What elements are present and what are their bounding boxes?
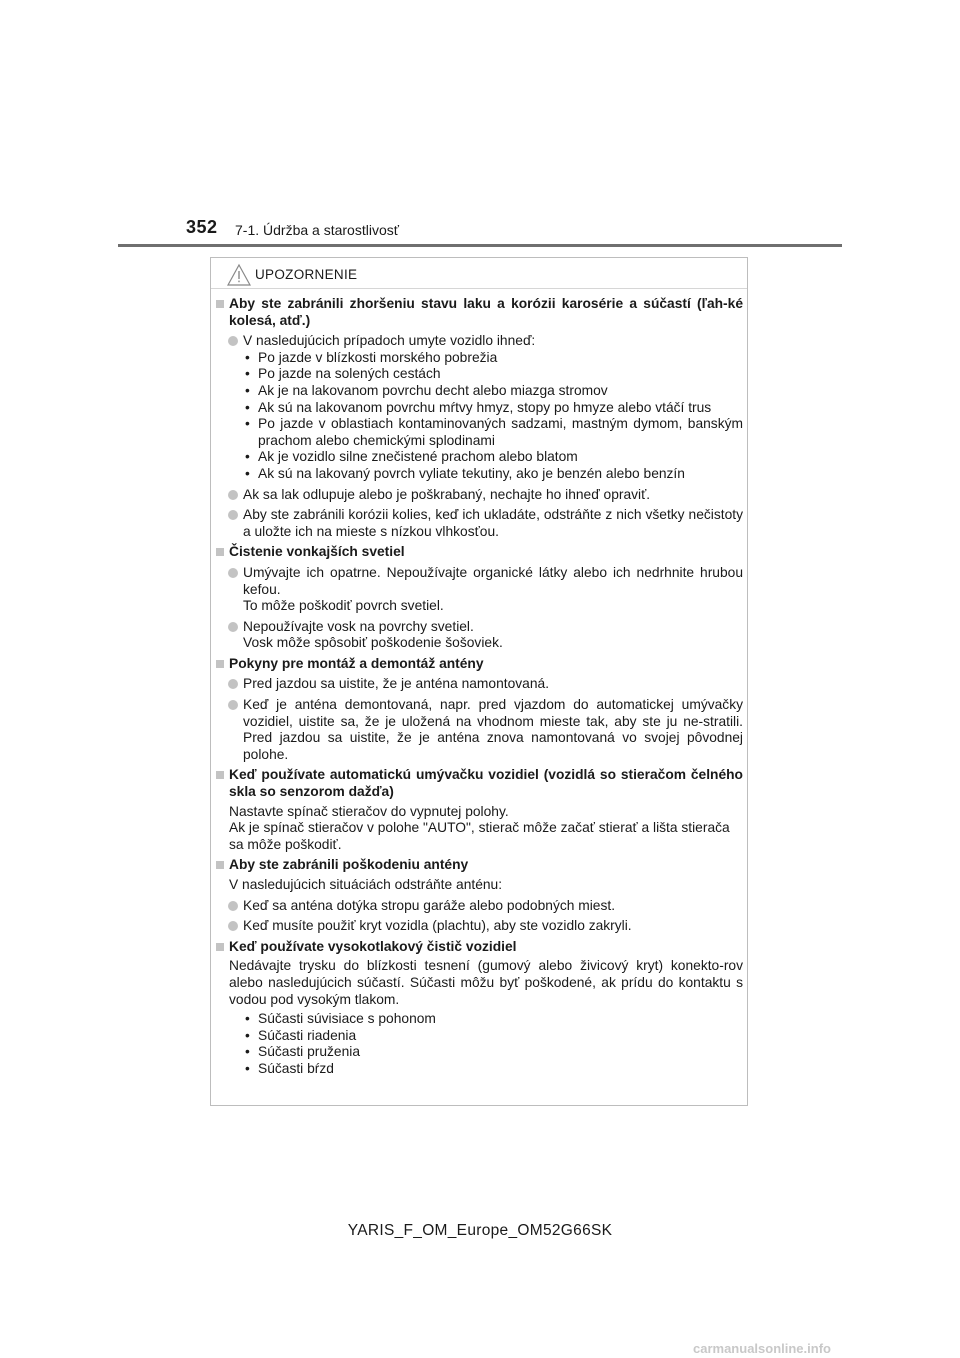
header-rule — [118, 244, 842, 247]
square-bullet-icon — [216, 300, 224, 308]
bullet-item: • Ak je vozidlo silne znečistené prachom alebo blatom — [245, 449, 578, 465]
circle-item: Keď je anténa demontovaná, napr. pred vjazdom do automatickej umývačky vozidiel, uistite sa, že je uložená na vhodnom mieste tak, aby ste ju ne-stratili. Pred jazdou sa uistite, že je anténa znova namontovaná vo svojej pôvodnej polohe. — [216, 697, 743, 763]
square-bullet-icon — [216, 943, 224, 951]
circle-item: Keď musíte použiť kryt vozidla (plachtu), aby ste vozidlo zakryli. — [216, 918, 743, 935]
page-number: 352 — [186, 217, 218, 237]
square-bullet-icon — [216, 660, 224, 668]
bullet-item: • Po jazde v oblastiach kontaminovaných sadzami, mastným dymom, banským prachom alebo chemickými splodinami — [245, 416, 743, 448]
section-heading: Keď používate vysokotlakový čistič vozidiel — [216, 939, 743, 956]
section-heading: Keď používate automatickú umývačku vozidiel (vozidlá so stieračom čelného skla so senzorom dažďa) — [216, 767, 743, 800]
circle-item: Pred jazdou sa uistite, že je anténa namontovaná. — [216, 676, 743, 693]
circle-bullet-icon — [228, 510, 238, 520]
square-bullet-icon — [216, 861, 224, 869]
circle-bullet-icon — [228, 679, 238, 689]
bullet-item: • Súčasti súvisiace s pohonom — [245, 1011, 436, 1027]
circle-bullet-icon — [228, 336, 238, 346]
circle-item: Ak sa lak odlupuje alebo je poškrabaný, nechajte ho ihneď opraviť. — [216, 487, 743, 504]
bullet-item: • Po jazde na solených cestách — [245, 366, 441, 382]
warning-box — [210, 257, 748, 1106]
circle-bullet-icon — [228, 700, 238, 710]
circle-item: Umývajte ich opatrne. Nepoužívajte organické látky alebo ich nedrhnite hrubou kefou. To môže poškodiť povrch svetiel. — [216, 565, 743, 615]
section-heading: Čistenie vonkajších svetiel — [216, 544, 743, 561]
bullet-item: • Ak je na lakovanom povrchu decht alebo miazga stromov — [245, 382, 608, 398]
circle-item: Nepoužívajte vosk na povrchy svetiel. Vosk môže spôsobiť poškodenie šošoviek. — [216, 619, 743, 652]
circle-item: Aby ste zabránili korózii kolies, keď ich ukladáte, odstráňte z nich všetky nečistoty a uložte ich na mieste s nízkou vlhkosťou. — [216, 507, 743, 540]
circle-item: V nasledujúcich prípadoch umyte vozidlo ihneď: — [216, 333, 743, 350]
bullet-item: • Súčasti pruženia — [245, 1044, 361, 1060]
warning-content — [216, 292, 743, 1078]
circle-item: Keď sa anténa dotýka stropu garáže alebo podobných miest. — [216, 898, 743, 915]
paragraph: Ak je spínač stieračov v polohe "AUTO", stierač môže začať stierať a lišta stierača sa môže poškodiť. — [229, 820, 730, 852]
circle-bullet-icon — [228, 901, 238, 911]
bullet-item: • Ak sú na lakovanom povrchu mŕtvy hmyz, stopy po hmyze alebo vtáčí trus — [245, 399, 712, 415]
warning-divider — [211, 288, 747, 289]
paragraph: Nastavte spínač stieračov do vypnutej polohy. — [229, 803, 509, 819]
square-bullet-icon — [216, 548, 224, 556]
paragraph: V nasledujúcich situáciách odstráňte anténu: — [229, 877, 503, 892]
section-heading: Aby ste zabránili zhoršeniu stavu laku a korózii karosérie a súčastí (ľah-ké kolesá, atď.) — [216, 296, 743, 329]
footer-doc-id: YARIS_F_OM_Europe_OM52G66SK — [347, 1222, 613, 1239]
paragraph: Nedávajte trysku do blízkosti tesnení (gumový alebo živicový kryt) konekto-rov alebo nasledujúcich súčastí. Súčasti môžu byť poškodené, ak prídu do kontaktu s vodou pod vysokým tlakom. — [229, 958, 743, 1007]
square-bullet-icon — [216, 771, 224, 779]
section-title: 7-1. Údržba a starostlivosť — [235, 222, 399, 238]
page-header — [0, 0, 960, 250]
bullet-item: • Súčasti riadenia — [245, 1027, 357, 1043]
bullet-item: • Ak sú na lakovaný povrch vyliate tekutiny, ako je benzén alebo benzín — [245, 465, 685, 481]
circle-bullet-icon — [228, 568, 238, 578]
circle-bullet-icon — [228, 622, 238, 632]
circle-bullet-icon — [228, 490, 238, 500]
section-heading: Pokyny pre montáž a demontáž antény — [216, 656, 743, 673]
bullet-item: • Súčasti bŕzd — [245, 1060, 334, 1076]
warning-label: UPOZORNENIE — [255, 267, 358, 282]
warning-triangle-icon — [227, 263, 251, 287]
watermark: carmanualsonline.info — [693, 1341, 831, 1356]
circle-bullet-icon — [228, 921, 238, 931]
section-heading: Aby ste zabránili poškodeniu antény — [216, 857, 743, 874]
bullet-list — [216, 1011, 743, 1077]
bullet-item: • Po jazde v blízkosti morského pobrežia — [245, 349, 498, 365]
